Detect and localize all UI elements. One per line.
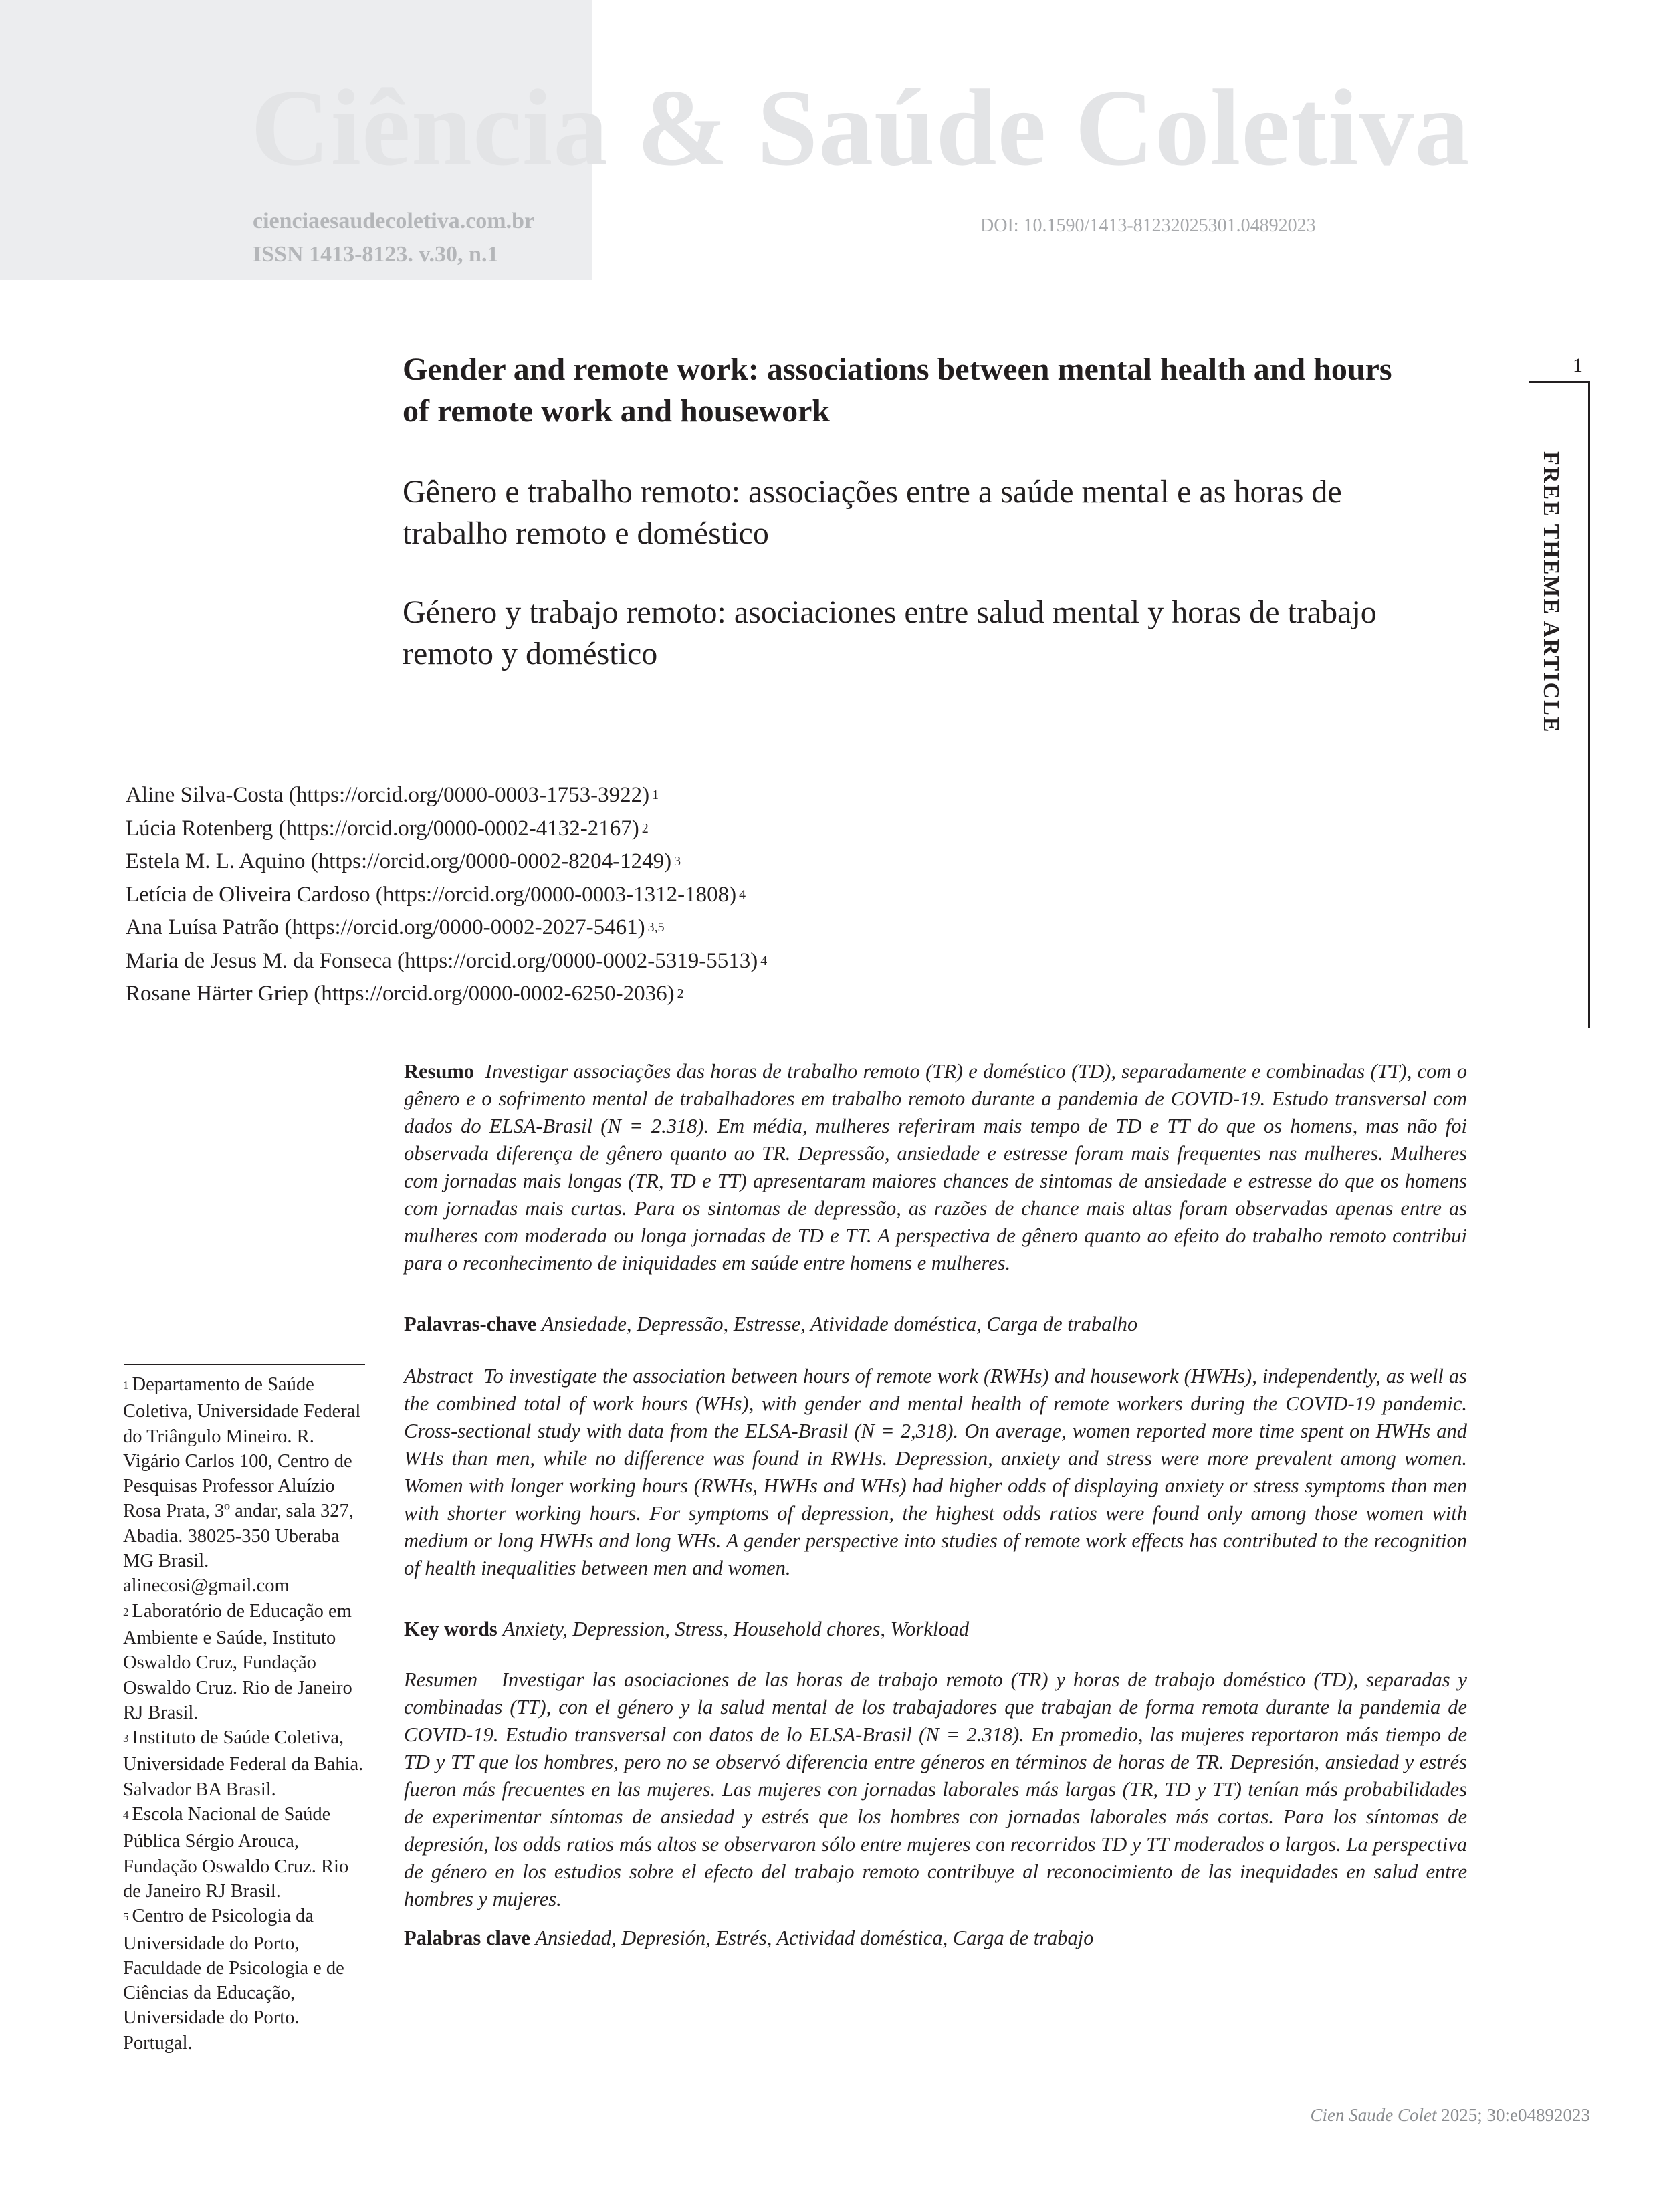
footnote-text: Centro de Psicologia da Universidade do Porto, Faculdade de Psicologia e de Ciências da Educação, Universidade do Porto. Portugal. <box>123 1906 344 2054</box>
section-label: FREE THEME ARTICLE <box>1539 451 1563 734</box>
affiliation-footnote <box>123 1904 364 2056</box>
keywords-portuguese <box>404 1311 1467 1338</box>
abstract-text: Investigar las asociaciones de las horas de trabajo remoto (TR) y horas de trabajo doméstico (TD), separadas y combinadas (TT), con el género y la salud mental de los trabajadores que trabajan de forma remota durante la pandemia de COVID-19. Estudio transversal con datos de lo ELSA-Brasil (N = 2.318). En promedio, las mujeres reportaron más tiempo de TD y TT que los hombres, pero no se observó diferencia entre géneros en términos de horas de TR. Depresión, ansiedad y estrés fueron más frecuentes en las mujeres. Las mujeres con jornadas laborales más largas (TR, TD y TT) tenían más probabilidades de experimentar síntomas de ansiedad y estrés que los hombres con jornadas laborales más cortas. Para los síntomas de depresión, los odds ratios más altos se observaron sólo entre mujeres con recorridos TD y TT moderados o largos. La perspectiva de género en los estudios sobre el efecto del trabajo remoto contribuye al reconocimiento de las inequidades en salud entre hombres y mujeres. <box>404 1668 1468 1910</box>
affiliation-footnote <box>123 1599 364 1725</box>
journal-name: Ciência & Saúde Coletiva <box>251 68 1470 189</box>
abstract-spanish <box>404 1666 1467 1913</box>
abstract-text: To investigate the association between hours of remote work (RWHs) and housework (HWHs), independently, as well as the combined total of work hours (WHs), with gender and mental health of remote workers during the COVID-19 pandemic. Cross-sectional study with data from the ELSA-Brasil (N = 2,318). On average, women reported more time spent on HWHs and WHs than men, while no difference was found in RWHs. Depression, anxiety and stress were more prevalent among women. Women with longer working hours (RWHs, HWHs and WHs) had higher odds of displaying anxiety or stress symptoms than men with shorter working hours. For symptoms of depression, the highest odds ratios were found only among those women with medium or long HWHs and long WHs. A gender perspective into studies of remote work effects has contributed to the recognition of health inequalities between men and women. <box>404 1365 1468 1579</box>
author-name[interactable]: Rosane Härter Griep (https://orcid.org/0000-0002-6250-2036) <box>126 982 675 1006</box>
citation-details: 2025; 30:e04892023 <box>1441 2105 1590 2125</box>
abstract-label: Resumo <box>404 1060 475 1083</box>
title-english: Gender and remote work: associations between mental health and hours of remote work and housework <box>403 352 1392 429</box>
journal-issn: ISSN 1413-8123. v.30, n.1 <box>253 242 499 267</box>
footnote-number: 2 <box>123 1605 129 1618</box>
footnote-text: Escola Nacional de Saúde Pública Sérgio Arouca, Fundação Oswaldo Cruz. Rio de Janeiro RJ Brasil. <box>123 1804 349 1902</box>
keywords-text: Ansiedad, Depresión, Estrés, Actividad doméstica, Carga de trabajo <box>535 1926 1094 1949</box>
margin-rule-horizontal <box>1529 381 1589 383</box>
keywords-text: Ansiedade, Depressão, Estresse, Atividade doméstica, Carga de trabalho <box>541 1313 1138 1335</box>
page-number: 1 <box>1573 354 1583 376</box>
footnote-number: 1 <box>123 1379 129 1392</box>
keywords-label: Palavras-chave <box>404 1313 537 1335</box>
abstract-label: Resumen <box>404 1668 478 1691</box>
author-name[interactable]: Lúcia Rotenberg (https://orcid.org/0000-0002-4132-2167) <box>126 816 639 841</box>
author-line <box>126 780 767 814</box>
author-name[interactable]: Estela M. L. Aquino (https://orcid.org/0000-0002-8204-1249) <box>126 849 672 873</box>
footnote-text: Departamento de Saúde Coletiva, Universidade Federal do Triângulo Mineiro. R. Vigário Carlos 100, Centro de Pesquisas Professor Aluízio Rosa Prata, 3º andar, sala 327, Abadia. 38025-350 Uberaba MG Brasil. alinecosi@gmail.com <box>123 1374 361 1597</box>
author-affiliation-ref: 2 <box>677 986 684 1001</box>
author-affiliation-ref: 4 <box>739 887 746 902</box>
author-affiliation-ref: 1 <box>652 788 659 802</box>
journal-website[interactable]: cienciaesaudecoletiva.com.br <box>253 209 535 233</box>
author-affiliation-ref: 2 <box>641 820 649 836</box>
footnote-text: Instituto de Saúde Coletiva, Universidade Federal da Bahia. Salvador BA Brasil. <box>123 1727 364 1800</box>
footnote-divider <box>124 1364 365 1365</box>
abstract-text: Investigar associações das horas de trabalho remoto (TR) e doméstico (TD), separadamente e combinadas (TT), com o gênero e o sofrimento mental de trabalhadores em trabalho remoto durante a pandemia de COVID-19. Estudo transversal com dados do ELSA-Brasil (N = 2.318). Em média, mulheres referiram mais tempo de TD e TT do que os homens, mas não foi observada diferença de gênero quanto ao TR. Depressão, ansiedade e estresse foram mais frequentes nas mulheres. Mulheres com jornadas mais longas (TR, TD e TT) apresentaram maiores chances de sintomas de ansiedade e estresse do que os homens com jornadas mais curtas. Para os sintomas de depressão, as razões de chance mais altas foram observadas apenas entre as mulheres com moderada ou longa jornadas de TD e TT. A perspectiva de gênero quanto ao efeito do trabalho remoto contribui para o reconhecimento de iniquidades em saúde entre homens e mulheres. <box>404 1060 1467 1275</box>
author-affiliation-ref: 3,5 <box>647 920 665 935</box>
author-line <box>126 913 767 946</box>
title-portuguese: Gênero e trabalho remoto: associações entre a saúde mental e as horas de trabalho remoto e doméstico <box>403 474 1342 551</box>
author-affiliation-ref: 4 <box>760 953 768 968</box>
author-name[interactable]: Maria de Jesus M. da Fonseca (https://orcid.org/0000-0002-5319-5513) <box>126 948 758 973</box>
page-citation <box>1311 2105 1590 2126</box>
author-name[interactable]: Aline Silva-Costa (https://orcid.org/0000-0003-1753-3922) <box>126 783 650 807</box>
footnote-number: 3 <box>123 1732 129 1745</box>
author-line <box>126 847 767 880</box>
abstract-english <box>404 1363 1467 1582</box>
affiliation-footnotes <box>123 1372 364 2056</box>
keywords-english <box>404 1616 1467 1643</box>
keywords-label: Palabras clave <box>404 1926 530 1949</box>
keywords-spanish <box>404 1924 1467 1952</box>
author-line <box>126 979 767 1012</box>
footnote-number: 5 <box>123 1910 129 1924</box>
keywords-text: Anxiety, Depression, Stress, Household chores, Workload <box>502 1618 970 1640</box>
author-name[interactable]: Ana Luísa Patrão (https://orcid.org/0000-0002-2027-5461) <box>126 915 645 939</box>
author-line <box>126 814 767 847</box>
title-spanish: Género y trabajo remoto: asociaciones entre salud mental y horas de trabajo remoto y doméstico <box>403 594 1377 671</box>
affiliation-footnote <box>123 1372 364 1599</box>
citation-journal: Cien Saude Colet <box>1310 2105 1437 2125</box>
affiliation-footnote <box>123 1802 364 1904</box>
author-line <box>126 946 767 980</box>
abstract-label: Abstract <box>404 1365 473 1388</box>
article-doi[interactable]: DOI: 10.1590/1413-81232025301.04892023 <box>980 215 1316 236</box>
author-affiliation-ref: 3 <box>674 854 681 869</box>
keywords-label: Key words <box>404 1618 497 1640</box>
footnote-text: Laboratório de Educação em Ambiente e Saúde, Instituto Oswaldo Cruz, Fundação Oswaldo Cruz. Rio de Janeiro RJ Brasil. <box>123 1600 352 1723</box>
author-line <box>126 880 767 913</box>
author-name[interactable]: Letícia de Oliveira Cardoso (https://orcid.org/0000-0003-1312-1808) <box>126 882 737 907</box>
author-list <box>126 780 767 1012</box>
abstract-portuguese <box>404 1058 1467 1277</box>
affiliation-footnote <box>123 1725 364 1802</box>
margin-rule-vertical <box>1588 381 1590 1028</box>
footnote-number: 4 <box>123 1809 129 1822</box>
